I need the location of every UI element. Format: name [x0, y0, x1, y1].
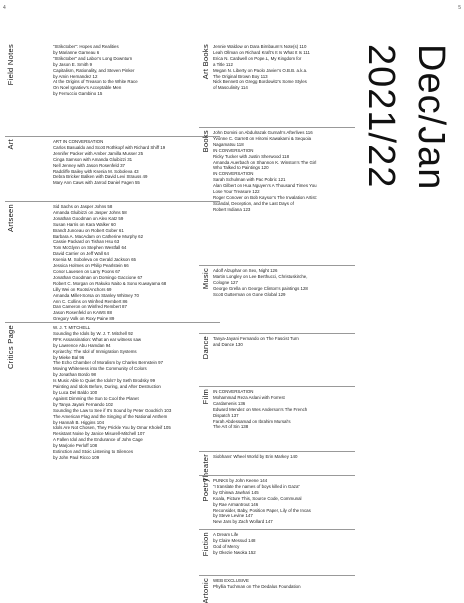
section-label: Poetry: [201, 478, 210, 502]
toc-entry[interactable]: Tom McGlynn on Stephen Westfall 64: [53, 245, 127, 251]
section-divider: [5, 201, 220, 202]
toc-entry[interactable]: Against Dimming the Sun to Cool the Planet: [53, 395, 139, 401]
toc-entry[interactable]: David Carrier on Jeff Wall 64: [53, 251, 109, 257]
toc-entry[interactable]: by Amin Hernandez 12: [53, 73, 98, 79]
toc-entry[interactable]: New Jars by Zach Wollard 147: [213, 519, 273, 525]
toc-entry[interactable]: of Masculinity 114: [213, 85, 248, 91]
toc-entry[interactable]: by Mieke Bal 96: [53, 354, 85, 360]
toc-entry[interactable]: Debra Bricker Balken with David Levi Strauss 49: [53, 174, 148, 180]
toc-entry[interactable]: by Jason E. Smith 9: [53, 61, 93, 67]
section-divider: [199, 386, 355, 387]
toc-entry[interactable]: Amanda Gluibizzi on Jasper Johns 58: [53, 209, 127, 215]
toc-entry[interactable]: Sid Sachs on Jasper Johns 58: [53, 204, 113, 209]
section-label: Dance: [201, 336, 210, 360]
section-label: Books: [201, 130, 210, 153]
section-divider: [199, 451, 355, 452]
section-entries: [53, 44, 220, 97]
toc-entry[interactable]: A Dream Life: [213, 532, 239, 537]
toc-entry[interactable]: Cassie Packard on Tishan Hsu 63: [53, 239, 120, 245]
section-label: Film: [201, 389, 210, 405]
toc-entry[interactable]: Cologne 127: [213, 279, 238, 285]
section-entries: [213, 44, 353, 91]
toc-entry[interactable]: Lilly Wei on Roots/Anchors 69: [53, 286, 112, 292]
toc-entry[interactable]: Edward Mendez on Wes Anderson’s The French: [213, 406, 308, 412]
toc-entry[interactable]: Reconsider, Baby, Position Paper, Lily of the Incas: [213, 507, 311, 513]
toc-entry[interactable]: WEB EXCLUSIVE: [213, 578, 249, 583]
toc-entry[interactable]: Cardamenis 136: [213, 400, 246, 406]
toc-entry[interactable]: Robert C. Morgan on Rakuko Naito & Sono Kuwayama 68: [53, 280, 167, 286]
toc-entry[interactable]: Conor Lauesen on Larry Poons 67: [53, 268, 121, 274]
toc-entry[interactable]: ART IN CONVERSATION: [53, 139, 104, 144]
toc-section-dance: [201, 336, 353, 360]
toc-entry[interactable]: by Marjorie Perloff 108: [53, 443, 98, 449]
toc-entry[interactable]: IN CONVERSATION: [213, 389, 254, 394]
toc-entry[interactable]: Jason Rosenfeld on KAWS 88: [53, 310, 112, 316]
toc-entry[interactable]: Nick Bennett on Gregg Bordowitz’s Some Styles: [213, 79, 307, 85]
toc-entry[interactable]: The Echo Chamber of Moralism by Charles Bernstein 97: [53, 360, 164, 366]
toc-entry[interactable]: Jonathan Goodman on Domingo Gaccione 67: [53, 274, 143, 280]
toc-entry[interactable]: Dispatch 137: [213, 412, 239, 418]
section-divider: [199, 127, 355, 128]
toc-entry[interactable]: “Strikctober”: Hopes and Realities: [53, 44, 119, 49]
toc-entry[interactable]: Adolf Alzuphar on Sex, Night 126: [213, 268, 278, 273]
section-label: Field Notes: [6, 44, 15, 86]
toc-entry[interactable]: Jennie Waldow on Dara Birnbaum’s Note(s) 110: [213, 44, 307, 49]
toc-section-film: [201, 389, 353, 430]
section-entries: [213, 268, 353, 298]
toc-entry[interactable]: by Tanya Jayani Fernando 102: [53, 401, 113, 407]
toc-entry[interactable]: Kyriarchy: The Idol of Immigration Systems: [53, 348, 137, 354]
toc-entry[interactable]: by Lawrence Abu Hamdan 94: [53, 342, 111, 348]
toc-entry[interactable]: by Rae Armantrout 146: [213, 501, 259, 507]
toc-entry[interactable]: Amanda Millet-Sorsa on Stanley Whitney 70: [53, 292, 139, 298]
toc-entry[interactable]: by Claire Messud 148: [213, 537, 256, 543]
section-label: Artonic: [201, 578, 210, 603]
toc-entry[interactable]: The Original Brown Boy 113: [213, 73, 268, 79]
toc-entry[interactable]: Extinction and Stoic Listening to Silences: [53, 449, 134, 455]
toc-entry[interactable]: Megan N. Liberty on Paolo Javier’s O.B.B. a.k.a.: [213, 67, 308, 73]
toc-entry[interactable]: Tanya-Jayani Fernando on The Fascist Turn: [213, 336, 299, 341]
section-divider: [5, 322, 220, 323]
toc-entry[interactable]: George Grella on George Clinton’s paintings 128: [213, 285, 308, 291]
section-entries: [213, 389, 353, 430]
section-label: Art: [6, 139, 15, 150]
toc-section-artseen: [6, 204, 220, 322]
toc-entry[interactable]: A Fallen Idol and the Endurance of John Cage: [53, 437, 143, 443]
section-label: Theater: [201, 454, 210, 482]
toc-entry[interactable]: IN CONVERSATION: [213, 147, 254, 153]
toc-entry[interactable]: by Hannah B. Higgins 104: [53, 419, 105, 425]
toc-entry[interactable]: by Jonathan Bordo 98: [53, 372, 96, 378]
section-entries: [213, 130, 353, 213]
section-divider: [199, 575, 355, 576]
toc-entry[interactable]: The American Flag and the Singing of the National Anthem: [53, 413, 168, 419]
page-number-right: 5: [458, 5, 461, 11]
toc-entry[interactable]: Is Music Able to Quiet the Idols? by Seth Brodsky 99: [53, 378, 156, 384]
toc-section-critics-page: [6, 325, 220, 461]
section-entries: [213, 532, 353, 556]
section-divider: [199, 333, 355, 334]
toc-entry[interactable]: Leah Ollman on Richard Kraft’s It Is What It Is 111: [213, 49, 310, 55]
toc-entry[interactable]: by Luca Del Baldo 100: [53, 389, 98, 395]
toc-entry[interactable]: Ksenia M. Soboleva on Gerald Jackson 65: [53, 257, 136, 263]
section-divider: [5, 136, 220, 137]
toc-section-artonic: [201, 578, 353, 603]
toc-entry[interactable]: Jennifer Packer with Amber Jamilla Musser 25: [53, 150, 144, 156]
toc-entry[interactable]: and Dance 130: [213, 341, 243, 347]
section-divider: [199, 529, 355, 530]
toc-entry[interactable]: Phyllia Tuchman on The Dedalus Foundation: [213, 583, 301, 589]
toc-entry[interactable]: Roger Conover on Bob Kaysor’s The Invalation Artist:: [213, 194, 317, 200]
toc-entry[interactable]: Cinga Samson with Amanda Gluibizzi 31: [53, 156, 133, 162]
toc-entry[interactable]: “Strikctober” and Labor’s Long Downturn: [53, 55, 133, 61]
toc-entry[interactable]: Sounding the Idols by W. J. T. Mitchell 92: [53, 330, 133, 336]
toc-section-art-books: [201, 44, 353, 91]
section-entries: [213, 478, 353, 525]
toc-entry[interactable]: Barbara A. MacAdam on Catherine Murphy 62: [53, 233, 144, 239]
toc-entry[interactable]: by Ferruccio Gambino 15: [53, 91, 103, 97]
toc-section-field-notes: [6, 44, 220, 97]
toc-entry[interactable]: by Marianne Garneau 6: [53, 49, 100, 55]
toc-entry[interactable]: Scott Gutterman on Gone Global 129: [213, 291, 286, 297]
toc-entry[interactable]: W. J. T. MITCHELL: [53, 325, 91, 330]
toc-entry[interactable]: Mohammad Reza Aslani with Forrest: [213, 394, 285, 400]
toc-entry[interactable]: Radcliffe Bailey with Ksenia M. Soboleva 43: [53, 168, 139, 174]
toc-entry[interactable]: Nagamatsu 118: [213, 141, 244, 147]
section-label: Fiction: [201, 532, 210, 557]
section-label: Artseen: [6, 204, 15, 232]
toc-entry[interactable]: Sarah Schulman with Pac Pobric 121: [213, 177, 286, 183]
toc-entry[interactable]: Farah Abdessamad on Ibrahim Mursal’s: [213, 418, 291, 424]
section-label: Music: [201, 268, 210, 290]
toc-entry[interactable]: At the Origins of Treason to the White Race: [53, 79, 138, 85]
toc-entry[interactable]: by Okezie Nwoka 152: [213, 549, 256, 555]
toc-entry[interactable]: Nell Jenney with Jason Rosenfeld 37: [53, 162, 125, 168]
toc-entry[interactable]: Alan Gilbert on Hua Nguyen’s A Thousand Times You: [213, 183, 317, 189]
issue-title: Dec/Jan 2021/22: [360, 44, 452, 191]
section-entries: [213, 336, 353, 348]
toc-entry[interactable]: Scandal, Deception, and the Last Days of: [213, 200, 294, 206]
toc-entry[interactable]: Gregory Volk on Roxy Paine 89: [53, 316, 115, 322]
toc-entry[interactable]: Brandt Junceau on Robert Gober 61: [53, 227, 124, 233]
toc-entry[interactable]: John Domini on Abdulrazak Gurnah’s Afterlives 116: [213, 130, 313, 135]
toc-section-fiction: [201, 532, 353, 557]
toc-section-poetry: [201, 478, 353, 525]
section-entries: [53, 139, 220, 186]
toc-entry[interactable]: “I translate the names of boys killed in Gaza”: [213, 483, 300, 489]
toc-entry[interactable]: Erica N. Cardwell on Pope.L, My Kingdom for: [213, 55, 302, 61]
toc-entry[interactable]: Jessica Holmes on Philip Pearlstein 66: [53, 263, 129, 269]
section-divider: [199, 475, 355, 476]
toc-entry[interactable]: Capitalism, Rationality, and Steven Pinker: [53, 67, 135, 73]
section-entries: [53, 325, 220, 461]
toc-entry[interactable]: The Art of Sin 138: [213, 424, 249, 430]
section-entries: [213, 578, 353, 590]
toc-entry[interactable]: a Title 112: [213, 61, 233, 67]
toc-entry[interactable]: Martin Longley on Lee Berthucci, Christuskirche,: [213, 273, 308, 279]
toc-entry[interactable]: Lose Your Treasure 122: [213, 189, 260, 195]
toc-entry[interactable]: PUNKS by John Keene 144: [213, 478, 268, 483]
toc-entry[interactable]: IN CONVERSATION: [213, 171, 254, 177]
toc-section-music: [201, 268, 353, 298]
toc-entry[interactable]: Koala, Picture This, Source Code, Communal: [213, 495, 302, 501]
section-label: Critics Page: [6, 325, 15, 370]
toc-entry[interactable]: Robert Indiana 123: [213, 206, 251, 212]
toc-section-art: [6, 139, 220, 186]
toc-entry[interactable]: Siobhans’ Wheel World by Erin Markey 140: [213, 454, 298, 459]
toc-entry[interactable]: Jonathan Goodman on Alex Katz 59: [53, 215, 124, 221]
toc-entry[interactable]: Resistant Noise by Janice Misurell-Mitchell 107: [53, 431, 145, 437]
toc-entry[interactable]: Carlos Basualdo and Scott Rothkopf with Richard Shiff 19: [53, 144, 166, 150]
toc-entry[interactable]: On Noel Ignatiev’s Acceptable Men: [53, 85, 122, 91]
toc-entry[interactable]: Ann C. Collins on Winfred Rembert 86: [53, 298, 128, 304]
toc-entry[interactable]: Dan Cameron on Winfred Rembert 87: [53, 304, 127, 310]
toc-entry[interactable]: Who Talked to Paintings 120: [213, 165, 269, 171]
section-entries: [53, 204, 220, 322]
toc-entry[interactable]: by Ghinwa Jawhari 145: [213, 489, 259, 495]
toc-entry[interactable]: RFK Assassination: What an ear witness saw: [53, 336, 142, 342]
toc-entry[interactable]: Mary Ann Caws with Jarrod Daniel Fagen 55: [53, 180, 140, 186]
section-entries: [213, 454, 353, 460]
toc-entry[interactable]: Idols Are Not Chosen, They Prickle You by Omar Kholeif 105: [53, 425, 171, 431]
toc-entry[interactable]: Yvonne C. Garrett on Hiromi Kawakami & Sequoia: [213, 135, 312, 141]
toc-entry[interactable]: Painting and Idols Before, During, and After Destruction: [53, 384, 161, 390]
toc-entry[interactable]: Ricky Tucker with Justin Sherwood 118: [213, 153, 290, 159]
toc-entry[interactable]: Susan Harris on Kara Walker 60: [53, 221, 116, 227]
toc-entry[interactable]: Moving Whiteness into the Community of Colors: [53, 366, 147, 372]
section-divider: [199, 265, 355, 266]
toc-entry[interactable]: by Steve Levine 147: [213, 513, 253, 519]
toc-entry[interactable]: Amanda Auerbach on Shannon K. Winston’s The Girl: [213, 159, 317, 165]
toc-section-books: [201, 130, 353, 213]
page-number-left: 4: [3, 5, 6, 11]
toc-entry[interactable]: Sounding the Law to See if It’s Sound by Peter Goodrich 103: [53, 407, 172, 413]
toc-entry[interactable]: by John Paul Ricco 109: [53, 454, 100, 460]
toc-entry[interactable]: God of Mercy: [213, 543, 240, 549]
section-label: Art Books: [201, 44, 210, 80]
